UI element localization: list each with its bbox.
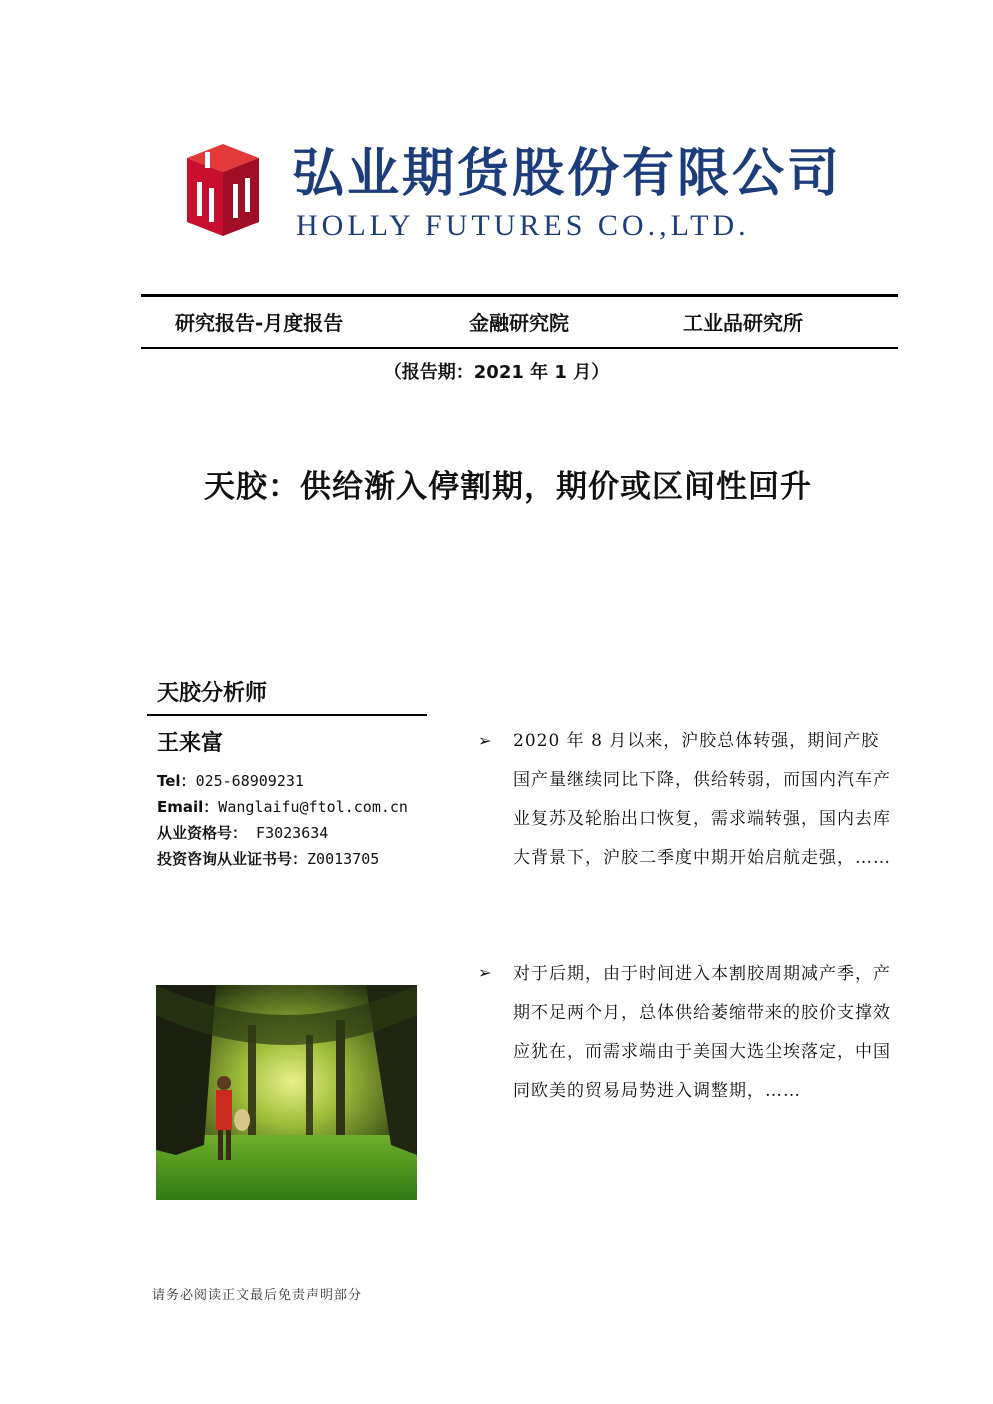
analyst-license: 投资咨询从业证书号：Z0013705	[157, 850, 380, 868]
rubber-forest-photo	[156, 985, 417, 1200]
analyst-section-label: 天胶分析师	[157, 681, 268, 706]
report-title: 天胶：供给渐入停割期，期价或区间性回升	[204, 469, 812, 505]
analyst-qualification: 从业资格号： F3023634	[157, 824, 329, 842]
analyst-tel: Tel：025-68909231	[157, 772, 304, 790]
report-type: 研究报告-月度报告	[175, 311, 344, 335]
analyst-email: Email：Wanglaifu@ftol.com.cn	[157, 798, 408, 816]
analyst-name: 王来富	[157, 731, 224, 756]
company-name-cn: 弘业期货股份有限公司	[292, 143, 843, 204]
institute-name: 金融研究院	[469, 311, 569, 335]
header-top-rule	[141, 294, 898, 297]
bullet-text: 对于后期，由于时间进入本割胶周期减产季，产期不足两个月，总体供给萎缩带来的胶价支撑效应犹在，而需求端由于美国大选尘埃落定，中国同欧美的贸易局势进入调整期，……	[513, 964, 891, 1101]
report-period: （报告期：2021 年 1 月）	[383, 362, 610, 383]
company-logo-mark	[183, 140, 263, 238]
company-name-en: HOLLY FUTURES CO.,LTD.	[296, 209, 750, 242]
analyst-divider	[147, 714, 427, 716]
arrow-bullet-icon: ➢	[478, 963, 492, 982]
disclaimer-footer: 请务必阅读正文最后免责声明部分	[152, 1288, 363, 1303]
arrow-bullet-icon: ➢	[478, 731, 492, 750]
header-bottom-rule	[141, 347, 898, 349]
department-name: 工业品研究所	[683, 311, 803, 335]
bullet-text: 2020 年 8 月以来，沪胶总体转强，期间产胶国产量继续同比下降，供给转弱，而国内汽车产业复苏及轮胎出口恢复，需求端转强，国内去库大背景下，沪胶二季度中期开始启航走强，……	[513, 731, 891, 868]
